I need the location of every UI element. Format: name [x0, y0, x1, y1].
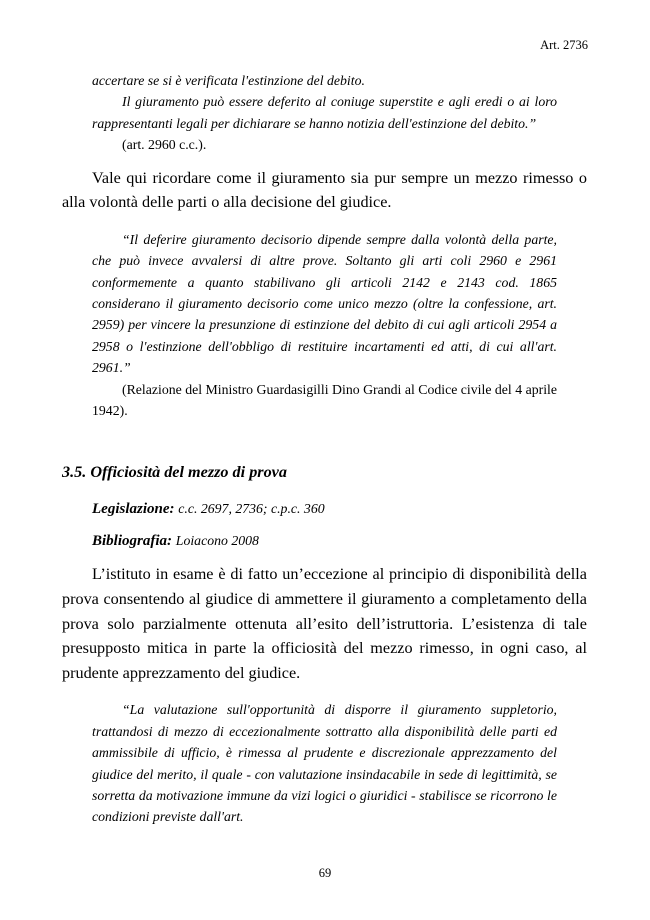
legislation-label: Legislazione: [92, 501, 175, 518]
body-paragraph-1: Vale qui ricordare come il giuramento sia pur sempre un mezzo rimesso o alla volontà delle parti o alla decisione del giudice. [62, 168, 587, 212]
bibliography-label: Bibliografia: [92, 533, 173, 550]
section-heading: 3.5. Officiosità del mezzo di prova [62, 463, 287, 482]
bibliography-line [62, 530, 587, 552]
quote-1-line-1: accertare se si è verificata l'estinzione del debito. [92, 73, 365, 88]
bibliography-value: Loiacono 2008 [175, 533, 259, 549]
quote-2-citation: (Relazione del Ministro Guardasigilli Dino Grandi al Codice civile del 4 aprile 1942). [92, 381, 557, 419]
body-paragraph-2: L’istituto in esame è di fatto un’eccezione al principio di disponibilità della prova consentendo al giudice di ammettere il giuramento a completamento della prova solo parzialmente ottenuta all’esito dell’istruttoria. L’esistenza di tale presupposto mitica in parte la officiosità del mezzo rimesso, in ogni caso, al prudente apprezzamento del giudice. [62, 565, 587, 682]
running-header: Art. 2736 [540, 38, 588, 52]
page-number: 69 [318, 866, 332, 880]
quote-1-paragraph-2: Il giuramento può essere deferito al coniuge superstite e agli eredi o ai loro rappresentanti legali per dichiarare se hanno notizia dell'estinzione del debito.” [92, 94, 557, 131]
quote-block-2 [92, 229, 557, 422]
quote-block-1 [92, 70, 557, 156]
quote-1-citation: (art. 2960 c.c.). [122, 137, 207, 153]
quote-block-3 [92, 699, 557, 827]
legislation-line [62, 498, 587, 520]
page-content [62, 70, 587, 828]
quote-2-text: “Il deferire giuramento decisorio dipende sempre dalla volontà della parte, che può invece avvalersi di altre prove. Soltanto gli arti coli 2960 e 2961 conformemente a quanto stabilivano gli articoli 2142 e 2143 cod. 1865 considerano il giuramento decisorio come unico mezzo (oltre la confessione, art. 2959) per vincere la presunzione di estinzione del debito di cui agli articoli 2954 a 2958 o l'estinzione dell'obbligo di restituire incartamenti ed atti, di cui all'art. 2961.” [92, 231, 557, 376]
quote-3-text: “La valutazione sull'opportunità di disporre il giuramento suppletorio, trattandosi di mezzo di eccezionalmente sottratto alla disponibilità delle parti ed ammissibile di ufficio, è rimessa al prudente e discrezionale apprezzamento del giudice del merito, il quale - con valutazione insindacabile in sede di legittimità, se sorretta da motivazione immune da vizi logici o giuridici - stabilisce se ricorrono le condizioni previste dall'art. [92, 702, 557, 825]
legislation-value: c.c. 2697, 2736; c.p.c. 360 [178, 501, 325, 517]
